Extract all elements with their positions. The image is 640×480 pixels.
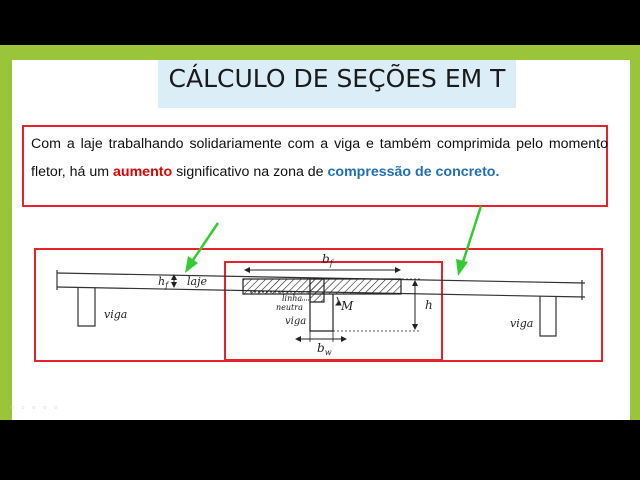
highlight-aumento: aumento (113, 164, 173, 180)
moment-label: M (341, 299, 354, 313)
right-beam (540, 296, 556, 336)
bf-label: b (322, 252, 330, 266)
bw-label: b (317, 341, 325, 355)
linha-neutra-label-1: linha (282, 294, 303, 303)
viga-right-label: viga (510, 317, 534, 330)
left-beam (78, 287, 95, 326)
slide-nav-dots: ◦ ◦ ◦ ◦ ◦ (10, 402, 60, 414)
svg-text:hf (158, 275, 170, 290)
viga-left-label: viga (104, 308, 128, 321)
linha-neutra-label-2: neutra (276, 303, 303, 312)
slide-title: CÁLCULO DE SEÇÕES EM T (168, 64, 506, 93)
hf-subscript: f (165, 281, 169, 290)
paragraph-text-2: significativo na zona de (172, 164, 328, 180)
green-arrow-right-icon (456, 206, 481, 276)
svg-text:bf (322, 252, 335, 268)
web-compression-zone (310, 279, 324, 302)
bf-subscript: f (329, 259, 333, 268)
svg-text:bw (317, 341, 332, 357)
laje-label: laje (187, 275, 207, 288)
paragraph-text-1: Com a laje trabalhando solidariamente com a viga e também comprimida pelo momento fletor, há um (31, 136, 608, 180)
moment-arrow-icon (336, 297, 338, 305)
highlight-compressao: compressão de concreto. (327, 164, 500, 180)
h-label: h (425, 298, 433, 312)
bw-subscript: w (324, 348, 332, 357)
viga-center-label: viga (285, 316, 307, 327)
hf-label: h (158, 275, 166, 288)
